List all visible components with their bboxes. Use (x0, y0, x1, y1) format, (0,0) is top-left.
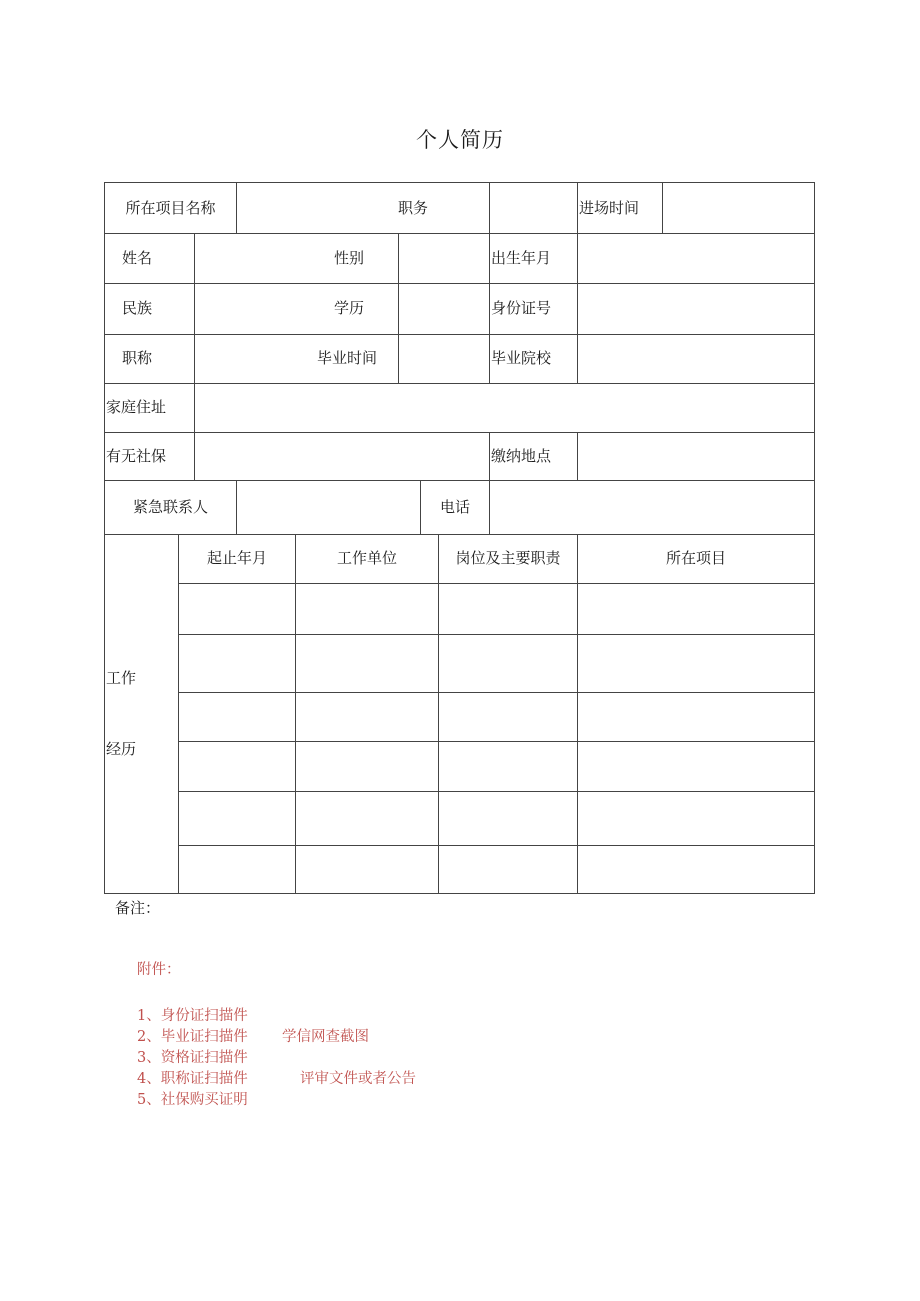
name-field[interactable] (195, 233, 325, 283)
emergency-contact-field[interactable] (237, 480, 420, 534)
label-birth-date: 出生年月 (491, 249, 552, 267)
resume-form (104, 182, 815, 894)
attachment-note-2: 学信网查截图 (282, 1029, 369, 1045)
label-position: 职务 (398, 199, 429, 217)
gender-field[interactable] (399, 233, 489, 283)
label-name: 姓名 (122, 249, 153, 267)
ethnicity-field[interactable] (195, 283, 325, 334)
row-divider (178, 845, 814, 846)
label-phone: 电话 (439, 498, 470, 516)
col-divider (178, 534, 179, 893)
work-col-employer: 工作单位 (336, 549, 397, 567)
label-experience: 经历 (106, 740, 137, 758)
col-divider (489, 233, 490, 383)
phone-field[interactable] (490, 480, 814, 534)
attachment-item-4: 4、职称证扫描件 (137, 1071, 248, 1087)
title-field[interactable] (195, 334, 305, 383)
label-work: 工作 (106, 669, 137, 687)
entry-time-field[interactable] (663, 183, 814, 233)
attachment-item-2: 2、毕业证扫描件 (137, 1029, 248, 1045)
attachment-note-4: 评审文件或者公告 (300, 1071, 416, 1087)
label-payment-location: 缴纳地点 (491, 447, 552, 465)
education-field[interactable] (399, 283, 489, 334)
position-field[interactable] (490, 183, 577, 233)
social-security-field[interactable] (195, 432, 489, 480)
row-divider (178, 583, 814, 584)
label-project-name: 所在项目名称 (125, 199, 216, 217)
label-home-address: 家庭住址 (106, 398, 167, 416)
label-emergency-contact: 紧急联系人 (132, 498, 208, 516)
col-divider (577, 534, 578, 893)
col-divider (577, 183, 578, 233)
row-divider (105, 534, 814, 535)
graduation-time-field[interactable] (399, 334, 489, 383)
id-number-field[interactable] (578, 283, 814, 334)
home-address-field[interactable] (195, 383, 814, 432)
label-graduation-school: 毕业院校 (491, 349, 552, 367)
row-divider (178, 692, 814, 693)
notes-label: 备注： (115, 899, 161, 917)
label-gender: 性别 (334, 249, 365, 267)
label-ethnicity: 民族 (122, 299, 153, 317)
work-col-duties: 岗位及主要职责 (455, 549, 561, 567)
label-id-number: 身份证号 (491, 299, 552, 317)
birth-date-field[interactable] (578, 233, 814, 283)
page-title: 个人简历 (416, 128, 504, 152)
label-education: 学历 (334, 299, 365, 317)
label-graduation-time: 毕业时间 (317, 349, 378, 367)
col-divider (489, 432, 490, 480)
attachment-item-5: 5、社保购买证明 (137, 1092, 248, 1108)
col-divider (295, 534, 296, 893)
row-divider (178, 741, 814, 742)
attachment-item-3: 3、资格证扫描件 (137, 1050, 248, 1066)
graduation-school-field[interactable] (578, 334, 814, 383)
payment-location-field[interactable] (578, 432, 814, 480)
row-divider (178, 791, 814, 792)
project-name-field[interactable] (237, 183, 489, 233)
label-social-security: 有无社保 (106, 447, 167, 465)
attachment-item-1: 1、身份证扫描件 (137, 1008, 248, 1024)
work-col-project: 所在项目 (665, 549, 726, 567)
row-divider (178, 634, 814, 635)
attachments-heading: 附件： (137, 962, 181, 978)
col-divider (438, 534, 439, 893)
work-col-period: 起止年月 (206, 549, 267, 567)
label-title: 职称 (122, 349, 153, 367)
label-entry-time: 进场时间 (579, 199, 640, 217)
